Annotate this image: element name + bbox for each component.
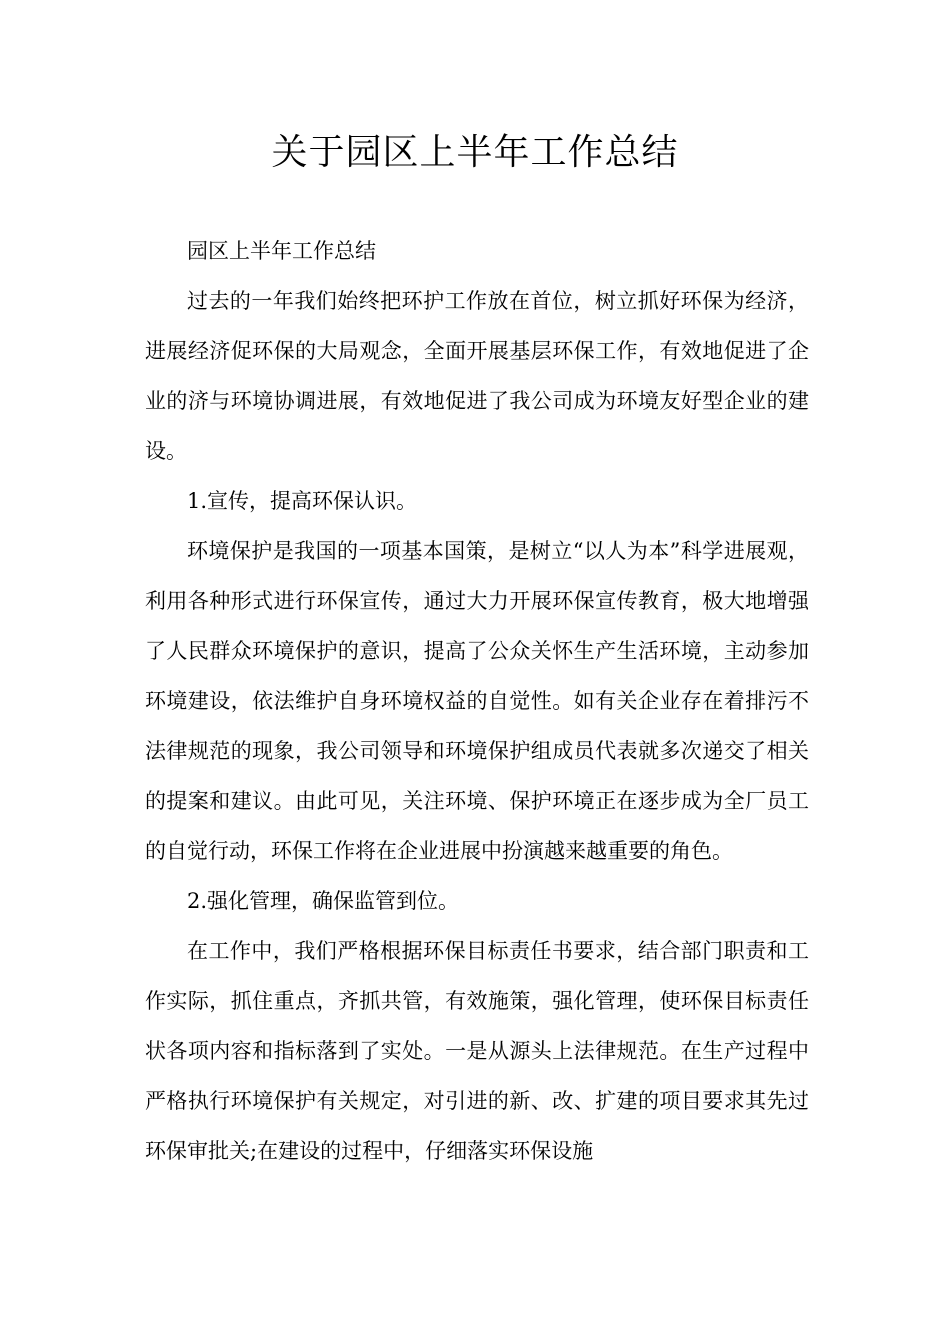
document-title: 关于园区上半年工作总结: [271, 132, 679, 173]
paragraph-section-1: 环境保护是我国的一项基本国策，是树立“以人为本”科学进展观，利用各种形式进行环保宣传，通过大力开展环保宣传教育，极大地增强了人民群众环境保护的意识，提高了公众关怀生产生活环境，主动参加环境建设，依法维护自身环境权益的自觉性。如有关企业存在着排污不法律规范的现象，我公司领导和环境保护组成员代表就多次递交了相关的提案和建议。由此可见，关注环境、保护环境正在逐步成为全厂员工的自觉行动，环保工作将在企业进展中扮演越来越重要的角色。: [145, 539, 809, 863]
paragraph-subtitle: 园区上半年工作总结: [187, 239, 376, 263]
section-heading-1: 1.宣传，提高环保认识。: [187, 489, 418, 513]
document-body: [145, 226, 809, 1176]
section-heading-2: 2.强化管理，确保监管到位。: [187, 889, 460, 913]
paragraph-section-2: 在工作中，我们严格根据环保目标责任书要求，结合部门职责和工作实际，抓住重点，齐抓共管，有效施策，强化管理，使环保目标责任状各项内容和指标落到了实处。一是从源头上法律规范。在生产过程中严格执行环境保护有关规定，对引进的新、改、扩建的项目要求其先过环保审批关;在建设的过程中，仔细落实环保设施: [145, 939, 809, 1163]
paragraph-intro: 过去的一年我们始终把环护工作放在首位，树立抓好环保为经济，进展经济促环保的大局观念，全面开展基层环保工作，有效地促进了企业的济与环境协调进展，有效地促进了我公司成为环境友好型企业的建设。: [145, 289, 809, 463]
